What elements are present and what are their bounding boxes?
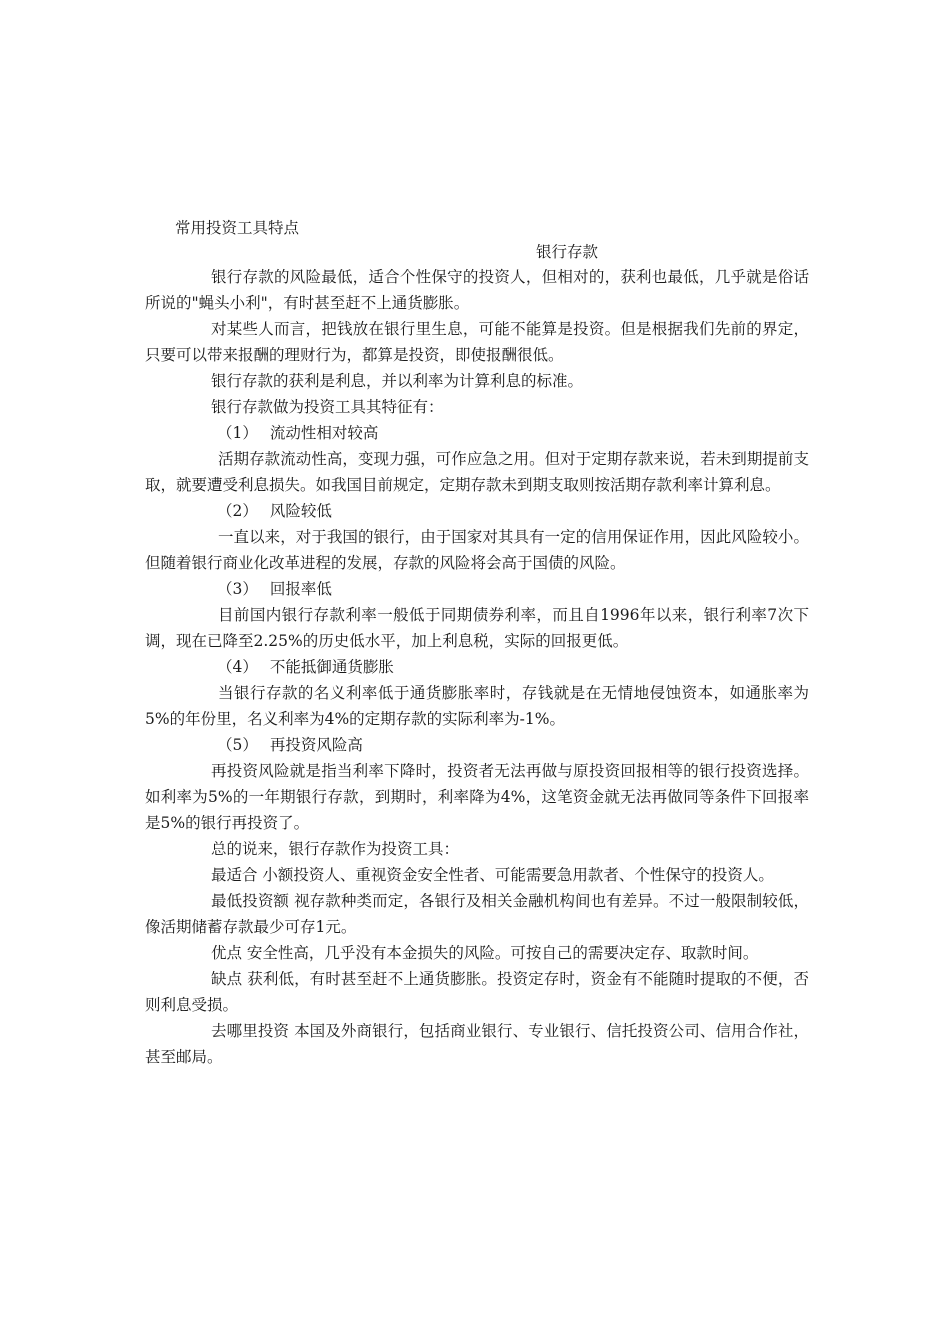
paragraph: 最低投资额 视存款种类而定，各银行及相关金融机构间也有差异。不过一般限制较低，像活期储蓄存款最少可存1元。 (145, 892, 809, 936)
list-heading (145, 732, 809, 758)
document-body (145, 216, 809, 1070)
paragraph: 去哪里投资 本国及外商银行，包括商业银行、专业银行、信托投资公司、信用合作社，甚至邮局。 (145, 1022, 809, 1066)
paragraph: 优点 安全性高，几乎没有本金损失的风险。可按自己的需要决定存、取款时间。 (211, 944, 759, 962)
list-heading (145, 420, 809, 446)
paragraph: 银行存款做为投资工具其特征有： (211, 398, 444, 416)
paragraph: 银行存款的风险最低，适合个性保守的投资人，但相对的，获利也最低，几乎就是俗话所说的"蝇头小利"，有时甚至赶不上通货膨胀。 (145, 268, 809, 312)
list-heading-text: 不能抵御通货膨胀 (269, 658, 394, 676)
list-heading-text: 流动性相对较高 (269, 424, 379, 442)
paragraph: 一直以来，对于我国的银行，由于国家对其具有一定的信用保证作用，因此风险较小。但随着银行商业化改革进程的发展，存款的风险将会高于国债的风险。 (145, 528, 809, 572)
paragraph-list (145, 264, 809, 1070)
list-heading-text: 回报率低 (269, 580, 332, 598)
paragraph: 总的说来，银行存款作为投资工具： (211, 840, 460, 858)
list-heading-number: （1） (217, 424, 258, 442)
paragraph: 对某些人而言，把钱放在银行里生息，可能不能算是投资。但是根据我们先前的界定，只要可以带来报酬的理财行为，都算是投资，即使报酬很低。 (145, 320, 809, 364)
list-heading-text: 风险较低 (269, 502, 332, 520)
paragraph: 最适合 小额投资人、重视资金安全性者、可能需要急用款者、个性保守的投资人。 (211, 866, 774, 884)
list-heading (145, 498, 809, 524)
list-heading-number: （5） (217, 736, 258, 754)
paragraph: 缺点 获利低，有时甚至赶不上通货膨胀。投资定存时，资金有不能随时提取的不便，否则利息受损。 (145, 970, 809, 1014)
paragraph: 当银行存款的名义利率低于通货膨胀率时，存钱就是在无情地侵蚀资本，如通胀率为5%的年份里，名义利率为4%的定期存款的实际利率为-1%。 (145, 684, 809, 728)
section-title: 银行存款 (535, 243, 598, 261)
list-heading (145, 576, 809, 602)
document-title: 常用投资工具特点 (175, 219, 300, 237)
list-heading-number: （4） (217, 658, 258, 676)
list-heading-text: 再投资风险高 (269, 736, 363, 754)
list-heading (145, 654, 809, 680)
paragraph: 目前国内银行存款利率一般低于同期债券利率，而且自1996年以来，银行利率7次下调，现在已降至2.25%的历史低水平，加上利息税，实际的回报更低。 (145, 606, 809, 650)
paragraph: 活期存款流动性高，变现力强，可作应急之用。但对于定期存款来说，若未到期提前支取，就要遭受利息损失。如我国目前规定，定期存款未到期支取则按活期存款利率计算利息。 (145, 450, 809, 494)
paragraph: 银行存款的获利是利息，并以利率为计算利息的标准。 (211, 372, 584, 390)
paragraph: 再投资风险就是指当利率下降时，投资者无法再做与原投资回报相等的银行投资选择。如利率为5%的一年期银行存款，到期时，利率降为4%，这笔资金就无法再做同等条件下回报率是5%的银行再投资了。 (145, 762, 809, 832)
list-heading-number: （3） (217, 580, 258, 598)
list-heading-number: （2） (217, 502, 258, 520)
